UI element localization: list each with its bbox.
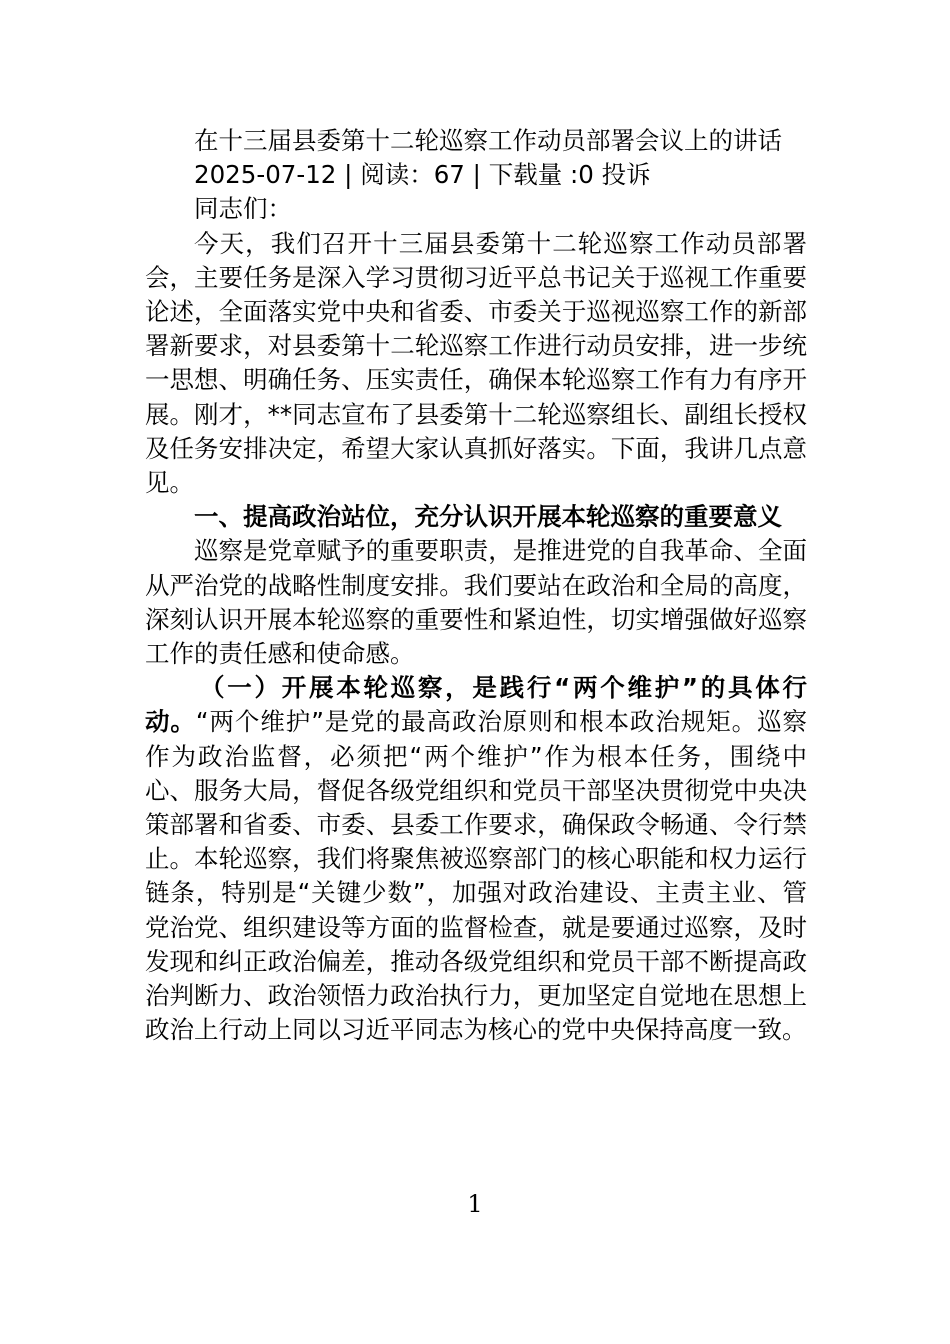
subsection-1-body: “两个维护”是党的最高政治原则和根本政治规矩。巡察作为政治监督，必须把“两个维护”作为根本任务，围绕中心、服务大局，督促各级党组织和党员干部坚决贯彻党中央决策部署和省委、市委、县委工作要求，确保政令畅通、令行禁止。本轮巡察，我们将聚焦被巡察部门的核心职能和权力运行链条，特别是“关键少数”，加强对政治建设、主责主业、管党治党、组织建设等方面的监督检查，就是要通过巡察，及时发现和纠正政治偏差，推动各级党组织和党员干部不断提高政治判断力、政治领悟力政治执行力，更加坚定自觉地在思想上政治上行动上同以习近平同志为核心的党中央保持高度一致。 [145,707,807,1045]
page-number: 1 [467,1190,483,1218]
subsection-1-paragraph [145,671,807,1047]
salutation: 同志们： [194,194,292,224]
subsection-heading-1: （一）开展本轮巡察，是践行“两个维护”的具体行动。 [145,673,807,737]
section-1-paragraph: 巡察是党章赋予的重要职责，是推进党的自我革命、全面从严治党的战略性制度安排。我们要站在政治和全局的高度，深刻认识开展本轮巡察的重要性和紧迫性，切实增强做好巡察工作的责任感和使命感。 [145,536,807,669]
meta-line: 2025-07-12 | 阅读：67 | 下载量 :0 投诉 [194,160,651,190]
document-title: 在十三届县委第十二轮巡察工作动员部署会议上的讲话 [194,126,782,155]
document-body [145,124,807,1047]
intro-paragraph: 今天，我们召开十三届县委第十二轮巡察工作动员部署会，主要任务是深入学习贯彻习近平总书记关于巡视工作重要论述，全面落实党中央和省委、市委关于巡视巡察工作的新部署新要求，对县委第十二轮巡察工作进行动员安排，进一步统一思想、明确任务、压实责任，确保本轮巡察工作有力有序开展。刚才，**同志宣布了县委第十二轮巡察组长、副组长授权及任务安排决定，希望大家认真抓好落实。下面，我讲几点意见。 [145,228,807,498]
section-heading-1: 一、提高政治站位，充分认识开展本轮巡察的重要意义 [194,502,782,532]
